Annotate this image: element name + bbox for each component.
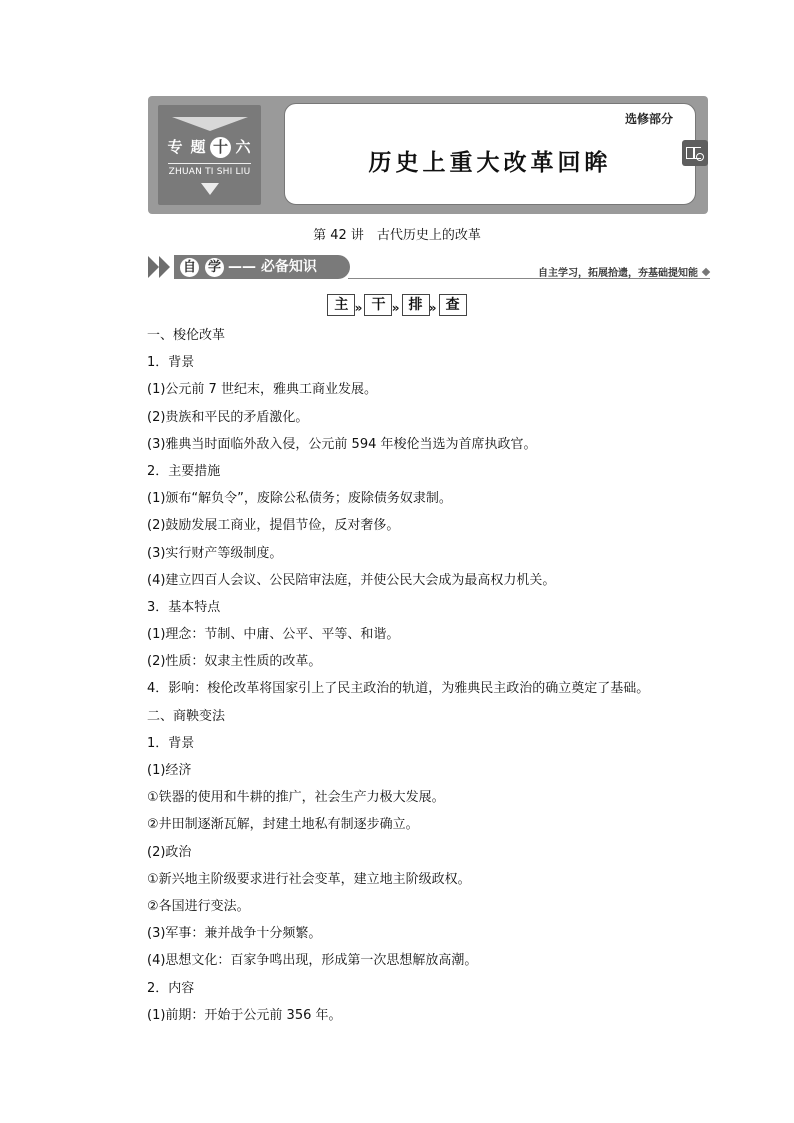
- heading-2: 2．内容: [147, 980, 195, 996]
- badge-divider: [168, 163, 251, 164]
- chevron-right-icon: »: [391, 301, 400, 315]
- section-subtitle: 自主学习，拓展拾遗，夯基础提知能: [538, 268, 698, 279]
- tag-text: 主: [334, 297, 349, 313]
- content-body: [147, 322, 717, 1029]
- text-line: (3)实行财产等级制度。: [147, 545, 283, 561]
- section-label: [174, 255, 350, 279]
- text-line: 4．影响：梭伦改革将国家引上了民主政治的轨道，为雅典民主政治的确立奠定了基础。: [147, 681, 650, 697]
- badge-char: 十: [210, 137, 231, 158]
- text-line: (1)经济: [147, 763, 192, 778]
- section-char: 自: [180, 258, 199, 277]
- text-line: ①铁器的使用和牛耕的推广，社会生产力极大发展。: [147, 790, 445, 806]
- topic-badge: [158, 105, 261, 205]
- text-line: (1)前期：开始于公元前 356 年。: [147, 1007, 342, 1023]
- tag-item: [327, 294, 363, 316]
- text-line: ②各国进行变法。: [147, 898, 250, 914]
- section-label-text: —— 必备知识: [228, 259, 317, 275]
- badge-bottom-triangle: [201, 183, 219, 195]
- text-line: (4)思想文化：百家争鸣出现，形成第一次思想解放高潮。: [147, 953, 478, 969]
- heading-2: 1．背景: [147, 355, 195, 371]
- chevron-right-icon: »: [354, 301, 363, 315]
- text-line: (3)军事：兼并战争十分频繁。: [147, 926, 322, 942]
- text-line: ①新兴地主阶级要求进行社会变革，建立地主阶级政权。: [147, 871, 471, 887]
- tag-item: [402, 294, 437, 316]
- magnifier-glass: [696, 153, 704, 161]
- badge-characters: [164, 137, 254, 158]
- badge-top-triangle: [172, 117, 248, 131]
- diamond-icon: [702, 268, 710, 276]
- text-line: (2)政治: [147, 844, 192, 860]
- section-char: 学: [205, 258, 224, 277]
- text-line: (2)性质：奴隶主性质的改革。: [147, 654, 322, 670]
- section-header: [148, 252, 710, 282]
- text-line: (3)雅典当时面临外敌入侵，公元前 594 年梭伦当选为首席执政官。: [147, 436, 537, 452]
- heading-1: 二、商鞅变法: [147, 708, 226, 724]
- chevron-right-icon: [148, 256, 159, 278]
- tag-text: 查: [445, 297, 460, 313]
- badge-char: 六: [235, 138, 251, 156]
- badge-char: 专: [167, 138, 183, 156]
- topic-banner: [148, 96, 708, 214]
- text-line: (2)贵族和平民的矛盾激化。: [147, 409, 309, 425]
- tag-item: [364, 294, 400, 316]
- text-line: (1)理念：节制、中庸、公平、平等、和谐。: [147, 627, 400, 643]
- text-line: (1)颁布“解负令”，废除公私债务；废除债务奴隶制。: [147, 491, 452, 507]
- chevron-right-icon: »: [428, 301, 437, 315]
- book-search-icon: [682, 140, 708, 166]
- page-title: 历史上重大改革回眸: [368, 149, 612, 176]
- text-line: (2)鼓励发展工商业，提倡节俭，反对奢侈。: [147, 518, 400, 534]
- badge-char: 题: [190, 138, 206, 156]
- heading-2: 1．背景: [147, 735, 195, 751]
- text-line: (4)建立四百人会议、公民陪审法庭，并使公民大会成为最高权力机关。: [147, 572, 556, 588]
- lecture-title: 第 42 讲 古代历史上的改革: [313, 228, 481, 243]
- chevron-right-icon: [159, 256, 170, 278]
- tag-text: 排: [408, 297, 423, 313]
- tag-text: 干: [371, 297, 386, 313]
- heading-1: 一、梭伦改革: [147, 328, 226, 343]
- text-line: ②井田制逐渐瓦解，封建土地私有制逐步确立。: [147, 817, 419, 833]
- tag-row: [0, 294, 794, 316]
- title-box: [284, 103, 696, 205]
- badge-pinyin: ZHUAN TI SHI LIU: [168, 167, 251, 177]
- elective-label: 选修部分: [624, 112, 673, 126]
- heading-2: 3．基本特点: [147, 599, 221, 615]
- tag-item: [439, 294, 467, 316]
- text-line: (1)公元前 7 世纪末，雅典工商业发展。: [147, 382, 377, 398]
- heading-2: 2．主要措施: [147, 463, 221, 479]
